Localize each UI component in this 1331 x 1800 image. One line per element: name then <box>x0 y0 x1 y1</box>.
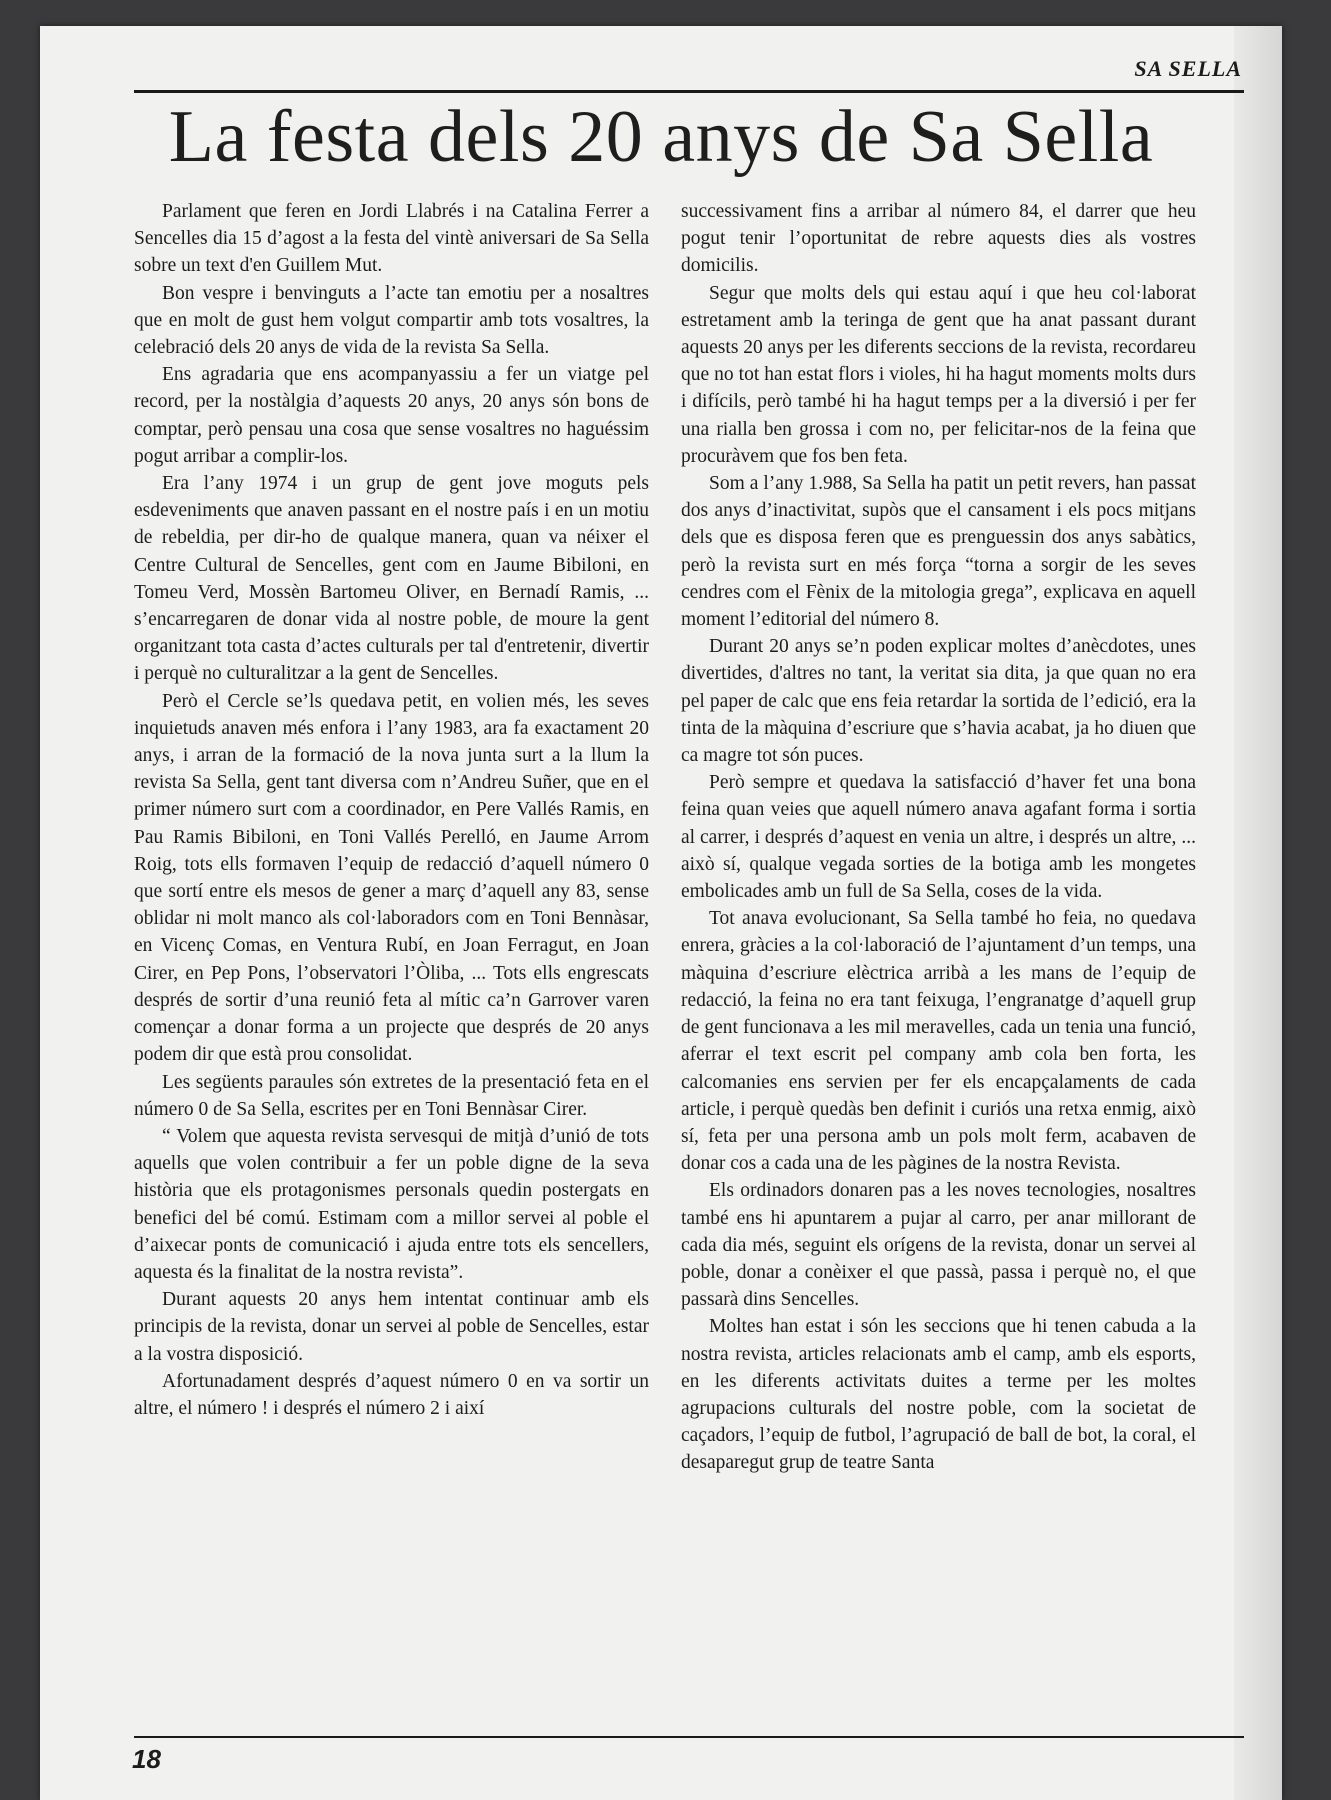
paragraph: Però el Cercle se’ls quedava petit, en volien més, les seves inquietuds anaven més enfora i l’any 1983, ara fa exactament 20 anys, i arran de la formació de la nova junta surt a la llum la revista Sa Sella, gent tant diversa com n’Andreu Suñer, que en el primer número surt com a coordinador, en Pere Vallés Ramis, en Pau Ramis Bibiloni, en Toni Vallés Perelló, en Jaume Arrom Roig, tots ells formaven l’equip de redacció d’aquell número 0 que sortí entre els mesos de gener a març d’aquell any 83, sense oblidar ni molt manco als col·laboradors com en Toni Bennàsar, en Vicenç Comas, en Ventura Rubí, en Joan Ferragut, en Joan Cirer, en Pep Pons, l’observatori l’Òliba, ... Tots ells engrescats després de sortir d’una reunió feta al mític ca’n Garrover varen començar a donar forma a un projecte que després de 20 anys podem dir que està prou consolidat. <box>134 690 649 1066</box>
paragraph: Els ordinadors donaren pas a les noves tecnologies, nosaltres també ens hi apuntarem a pujar al carro, per anar millorant de cada dia més, seguint els orígens de la revista, donar un servei al poble, donar a conèixer el que passà, passa i perquè no, el que passarà dins Sencelles. <box>681 1180 1196 1311</box>
paragraph: Durant 20 anys se’n poden explicar moltes d’anècdotes, unes divertides, d'altres no tant, la veritat sia dita, ja que quan no era pel paper de calc que ens feia retardar la sortida de l’edició, era la tinta de la màquina d’escriure que s’havia acabat, ja ho diuen que ca magre tot són puces. <box>681 636 1196 767</box>
paragraph: “ Volem que aquesta revista servesqui de mitjà d’unió de tots aquells que volen contribuir a fer un poble digne de la seva història que els protagonismes personals quedin postergats en benefici del bé comú. Estimam com a millor servei al poble el d’aixecar ponts de comunicació i ajuda entre tots els sencellers, aquesta és la finalitat de la nostra revista”. <box>134 1125 649 1283</box>
page-spine <box>1234 26 1282 1800</box>
article-headline: La festa dels 20 anys de Sa Sella <box>168 96 1154 178</box>
magazine-page <box>40 26 1282 1800</box>
footer-rule <box>134 1736 1244 1738</box>
paragraph: Som a l’any 1.988, Sa Sella ha patit un petit revers, han passat dos anys d’inactivitat, supòs que el cansament i els pocs mitjans dels que es disposa feren que es prenguessin dos anys sabàtics, però la revista surt en més força “torna a sorgir de les seves cendres com el Fènix de la mitologia grega”, explicava en aquell moment l’editorial del número 8. <box>681 473 1196 631</box>
page-number: 18 <box>132 1744 161 1774</box>
paragraph: Durant aquests 20 anys hem intentat continuar amb els principis de la revista, donar un servei al poble de Sencelles, estar a la vostra disposició. <box>134 1289 649 1365</box>
paragraph: Afortunadament després d’aquest número 0 en va sortir un altre, el número ! i després el número 2 i així <box>134 1370 649 1419</box>
header-rule <box>134 90 1244 93</box>
paragraph: Parlament que feren en Jordi Llabrés i na Catalina Ferrer a Sencelles dia 15 d’agost a la festa del vintè aniversari de Sa Sella sobre un text d'en Guillem Mut. <box>134 201 649 277</box>
paragraph: Bon vespre i benvinguts a l’acte tan emotiu per a nosaltres que en molt de gust hem volgut compartir amb tots vosaltres, la celebració dels 20 anys de vida de la revista Sa Sella. <box>134 282 649 359</box>
paragraph: Ens agradaria que ens acompanyassiu a fer un viatge pel record, per la nostàlgia d’aquests 20 anys, 20 anys són bons de comptar, però pensau una cosa que sense vosaltres no haguéssim pogut arribar a complir-los. <box>134 364 649 467</box>
paragraph: Però sempre et quedava la satisfacció d’haver fet una bona feina quan veies que aquell número anava agafant forma i sortia al carrer, i després d’aquest en venia un altre, i després un altre, ... això sí, qualque vegada sorties de la botiga amb les mongetes embolicades amb un full de Sa Sella, coses de la vida. <box>681 772 1196 903</box>
left-column <box>134 198 649 1733</box>
paragraph: successivament fins a arribar al número 84, el darrer que heu pogut tenir l’oportunitat de rebre aquests dies als vostres domicilis. <box>681 201 1196 277</box>
paragraph: Les següents paraules són extretes de la presentació feta en el número 0 de Sa Sella, escrites per en Toni Bennàsar Cirer. <box>134 1071 649 1120</box>
paragraph: Era l’any 1974 i un grup de gent jove moguts pels esdeveniments que anaven passant en el nostre país i en un motiu de rebeldia, per dir-ho de qualque manera, quan va néixer el Centre Cultural de Sencelles, gent com en Jaume Bibiloni, en Tomeu Verd, Mossèn Bartomeu Oliver, en Bernadí Ramis, ... s’encarregaren de donar vida al nostre poble, de moure la gent organitzant tota casta d’actes culturals per tal d'entretenir, divertir i perquè no culturalitzar a la gent de Sencelles. <box>134 473 649 685</box>
paragraph: Moltes han estat i són les seccions que hi tenen cabuda a la nostra revista, articles relacionats amb el camp, amb els esports, en les diferents activitats duites a terme per les moltes agrupacions culturals del nostre poble, com la societat de caçadors, l’equip de futbol, l’agrupació de ball de bot, la coral, el desaparegut grup de teatre Santa <box>681 1316 1196 1474</box>
paragraph: Tot anava evolucionant, Sa Sella també ho feia, no quedava enrera, gràcies a la col·laboració de l’ajuntament d’un temps, una màquina d’escriure elèctrica arribà a les mans de l’equip de redacció, la feina no era tant feixuga, l’engranatge d’aquell grup de gent funcionava a les mil meravelles, cada un tenia una funció, aferrar el text escrit pel company amb cola ben forta, les calcomanies ens servien per fer els encapçalaments de cada article, i perquè quedàs ben definit i curiós una retxa enmig, això sí, feta per una persona amb un pols molt ferm, acabaven de donar cos a cada una de les pàgines de la nostra Revista. <box>681 908 1196 1175</box>
section-header: SA SELLA <box>1134 56 1242 81</box>
right-column <box>681 198 1196 1733</box>
paragraph: Segur que molts dels qui estau aquí i que heu col·laborat estretament amb la teringa de gent que ha anat passant durant aquests 20 anys per les diferents seccions de la revista, recordareu que no tot han estat flors i violes, hi ha hagut moments molts durs i difícils, però també hi ha hagut temps per a la diversió i per fer una rialla ben grossa i com no, per felicitar-nos de la feina que procuràvem que fos ben feta. <box>681 282 1196 467</box>
